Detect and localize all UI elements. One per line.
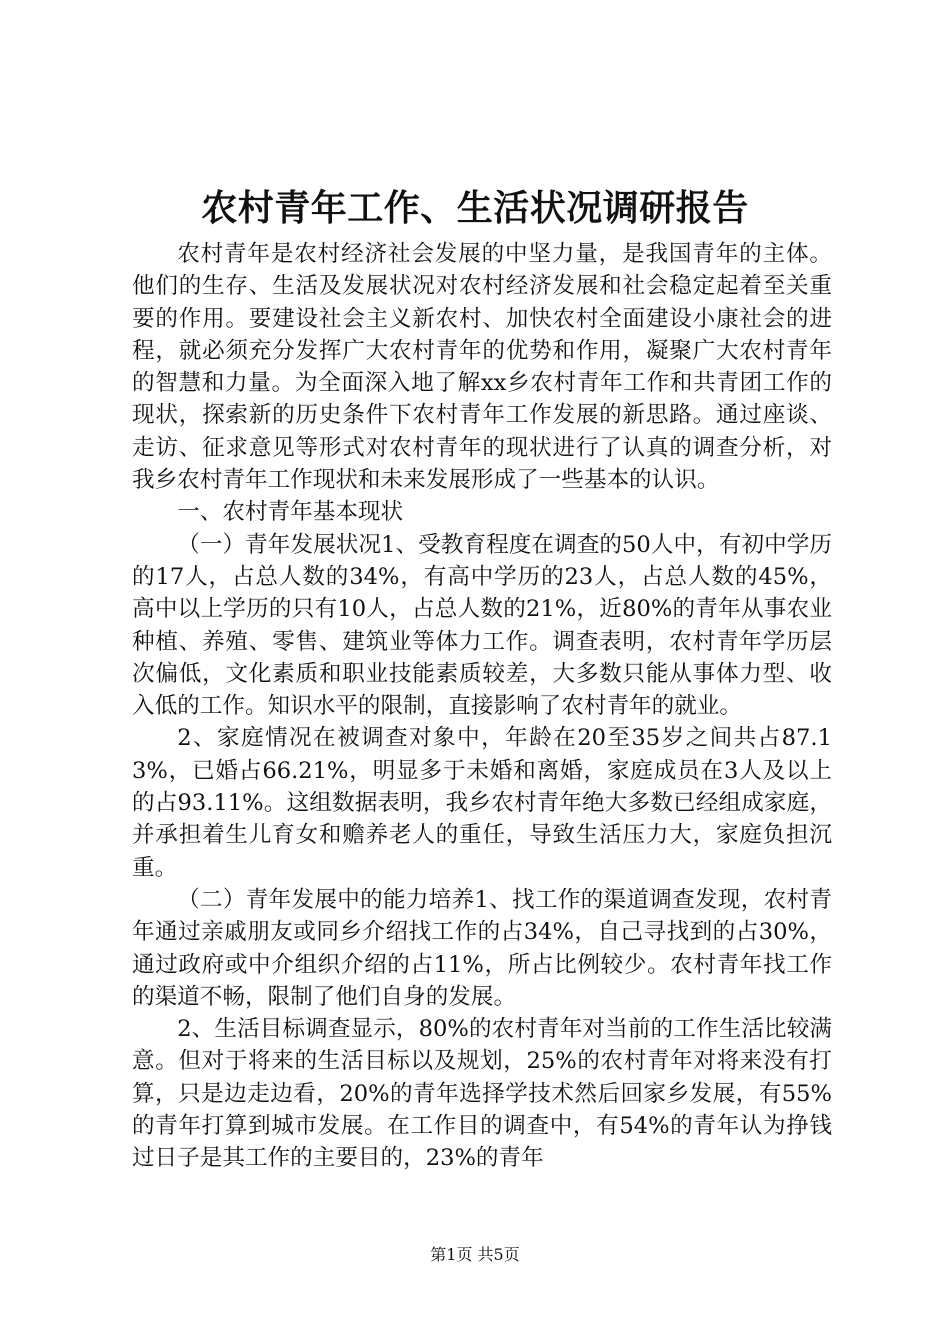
paragraph-family-situation: 2、家庭情况在被调查对象中，年龄在20至35岁之间共占87.13%，已婚占66.21%，明显多于未婚和离婚，家庭成员在3人及以上的占93.11%。这组数据表明，我乡农村青年绝大多数已经组成家庭，并承担着生儿育女和赡养老人的重任，导致生活压力大，家庭负担沉重。 <box>132 725 832 881</box>
paragraph-youth-development: （一）青年发展状况1、受教育程度在调查的50人中，有初中学历的17人，占总人数的34%，有高中学历的23人，占总人数的45%，高中以上学历的只有10人，占总人数的21%，近80%的青年从事农业种植、养殖、零售、建筑业等体力工作。调查表明，农村青年学历层次偏低，文化素质和职业技能素质较差，大多数只能从事体力型、收入低的工作。知识水平的限制，直接影响了农村青年的就业。 <box>132 531 832 720</box>
page-number-footer: 第1页 共5页 <box>430 1245 520 1264</box>
paragraph-intro: 农村青年是农村经济社会发展的中坚力量，是我国青年的主体。他们的生存、生活及发展状况对农村经济发展和社会稳定起着至关重要的作用。要建设社会主义新农村、加快农村全面建设小康社会的进程，就必须充分发挥广大农村青年的优势和作用，凝聚广大农村青年的智慧和力量。为全面深入地了解xx乡农村青年工作和共青团工作的现状，探索新的历史条件下农村青年工作发展的新思路。通过座谈、走访、征求意见等形式对农村青年的现状进行了认真的调查分析，对我乡农村青年工作现状和未来发展形成了一些基本的认识。 <box>132 241 832 494</box>
document-body <box>132 238 832 1175</box>
paragraph-ability-cultivation: （二）青年发展中的能力培养1、找工作的渠道调查发现，农村青年通过亲戚朋友或同乡介绍找工作的占34%，自己寻找到的占30%，通过政府或中介组织介绍的占11%，所占比例较少。农村青年找工作的渠道不畅，限制了他们自身的发展。 <box>132 886 832 1010</box>
document-title: 农村青年工作、生活状况调研报告 <box>201 188 749 229</box>
paragraph-life-goals: 2、生活目标调查显示，80%的农村青年对当前的工作生活比较满意。但对于将来的生活目标以及规划，25%的农村青年对将来没有打算，只是边走边看，20%的青年选择学技术然后回家乡发展，有55%的青年打算到城市发展。在工作目的调查中，有54%的青年认为挣钱过日子是其工作的主要目的，23%的青年 <box>132 1016 832 1172</box>
section-heading-basic-status: 一、农村青年基本现状 <box>177 499 404 526</box>
